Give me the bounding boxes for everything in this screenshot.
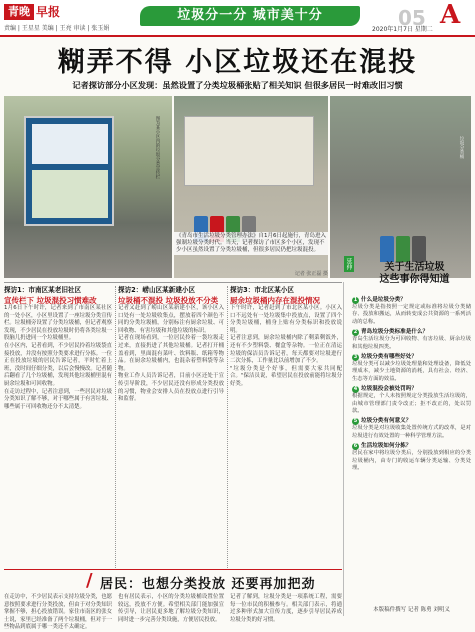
photo-caption: 《青岛市生活垃圾分类管理办法》自1月6日起施行，青岛进入强制垃圾分类时代。当天，记者探访了市区多个小区，发现不少小区虽然设置了分类垃圾桶，但很多居民仍把垃圾混投。 xyxy=(176,233,327,253)
lower-divider xyxy=(4,569,342,570)
faq-question: 青岛垃圾分类标准是什么？ xyxy=(361,329,429,336)
faq-question: 垃圾混投会被处罚吗？ xyxy=(361,386,417,393)
column-title: 厨余垃圾桶内存在混投情况 xyxy=(230,296,320,305)
photo-bulletin-board xyxy=(4,96,172,278)
faq-answer: 垃圾分类可以减少垃圾处理量和处理设备，降低处理成本，减少土地资源的消耗，具有社会、经济、生态等方面的效益。 xyxy=(352,361,471,382)
faq-item xyxy=(352,296,471,326)
column-kicker: 探访1：市南区某老旧社区 xyxy=(4,286,82,294)
photo-vertical-caption: 图为某小区内的垃圾分类宣传栏 xyxy=(155,116,160,179)
lower-body-3: 记者了解到，垃圾分类是一项系统工程，需要每一位市民的积极参与。相关部门表示，将通过多种形式加大宣传力度，逐步引导居民养成垃圾分类的好习惯。 xyxy=(230,594,342,623)
section-banner xyxy=(140,6,360,26)
faq-item xyxy=(352,328,471,351)
lower-section-header xyxy=(4,572,342,590)
page-subheadline: 记者探访部分小区发现：虽然设置了分类垃圾桶张贴了相关知识 但很多居民一时难改旧习惯 xyxy=(72,80,403,90)
article-column-3 xyxy=(230,286,342,389)
newspaper-logo xyxy=(4,4,76,20)
lower-body-2: 也有居民表示，小区的分类垃圾桶设置位置较远，投放不方便。希望相关部门能加强宣传引导，让居民更多地了解垃圾分类知识，同时进一步完善分类设施，方便居民投放。 xyxy=(118,594,224,623)
number-badge-icon: 5 xyxy=(353,418,358,425)
column-divider xyxy=(227,286,228,568)
column-body: 下午时许，记者赶到了市北区某小区。小区入口不远处有一处垃圾集中投放点，设置了四个分类垃圾桶，桶身上贴有分类标识和投放说明。 记者注意到，厨余垃圾桶内除了剩菜剩饭外，还有不少塑料袋、餐盒等杂物。一位正在清运垃圾的保洁员告诉记者，每天都要对垃圾进行二次分拣，工作量比以前增加了不少。 "垃圾分类是个好事，但需要大家共同配合。"保洁员说，希望居民在投放前能将垃圾分好类。 xyxy=(230,305,342,387)
faq-question: 垃圾分类有哪些好处？ xyxy=(361,354,417,361)
column-kicker: 探访2：崂山区某新建小区 xyxy=(118,286,196,294)
page-letter: A xyxy=(440,0,461,30)
page-number: 05 xyxy=(398,6,426,30)
faq-answer: 居民在家中将垃圾分类后，分别投放到相应的分类垃圾桶内，由专门的收运车辆分类运输、分类处理。 xyxy=(352,450,471,472)
issue-date: 2020年1月7日 星期二 xyxy=(372,26,433,33)
number-badge-icon: 4 xyxy=(353,386,358,393)
sidebar-label: 延伸 xyxy=(345,258,352,270)
header-divider xyxy=(0,35,475,37)
column-title: 垃圾桶不混投 垃圾投放不分类 xyxy=(118,296,219,305)
sidebar-title: 关于生活垃圾 这些事你得知道 xyxy=(379,262,450,285)
faq-item xyxy=(352,353,471,383)
number-badge-icon: 6 xyxy=(353,443,358,450)
editor-credits: 责编 | 王星星 美编 | 王亮 审读 | 张玉娟 xyxy=(4,25,110,32)
quote-mark-icon: / xyxy=(86,570,93,591)
faq-answer: 垃圾分类是对垃圾收集处置传统方式的改革，是对垃圾进行有效处置的一种科学管理方法。 xyxy=(352,425,471,439)
faq-answer: 垃圾分类是指按照一定规定或标准将垃圾分类储存、投放和搬运，从而转变成公共资源的一系列活动的总称。 xyxy=(352,304,471,325)
faq-answer: 青岛生活垃圾分为可回收物、有害垃圾、厨余垃圾和其他垃圾四类。 xyxy=(352,336,471,350)
faq-item xyxy=(352,442,471,472)
article-column-1 xyxy=(4,286,112,411)
photo-vertical-caption-2: 垃圾分类桶 xyxy=(459,136,464,159)
faq-question: 垃圾分类有何意义？ xyxy=(361,418,412,425)
section-banner-text: 垃圾分一分 城市美十分 xyxy=(177,8,323,23)
logo-box: 青晚 xyxy=(4,4,34,20)
faq-question: 生活垃圾如何分拣？ xyxy=(361,443,412,450)
column-kicker: 探访3：市北区某小区 xyxy=(230,286,294,294)
column-body: 记者又赶到了崂山区某新建小区，该小区入口处有一处垃圾收集点，摆放着四个颜色不同的分类垃圾桶，分别标注有厨余垃圾、可回收物、有害垃圾和其他垃圾的标识。 记者在现场看到，一位居民拎着一袋垃圾走过来，直接扔进了其他垃圾桶。记者打开桶盖看到，里面混有菜叶、饮料瓶、纸箱等物品。在厨余垃圾桶内，也混杂着塑料袋等杂物。 物业工作人员告诉记者，目前小区还处于宣传引导阶段，不少居民还没有形成分类投放的习惯，物业会安排人员在投放点进行引导和监督。 xyxy=(118,305,224,403)
number-badge-icon: 3 xyxy=(353,354,358,361)
bulletin-board xyxy=(24,116,114,226)
sidebar-credit: 本版稿件撰写 记者 陈勇 刘明义 xyxy=(373,607,450,613)
faq-item xyxy=(352,385,471,415)
logo-text: 早报 xyxy=(36,5,61,19)
photo-credit: 记者 张正磊 摄 xyxy=(294,271,328,277)
masthead xyxy=(0,0,475,36)
section-divider xyxy=(4,282,342,283)
faq-answer: 根据规定，个人未按照规定分类投放生活垃圾的，由城市管理部门责令改正；拒不改正的，处以罚款。 xyxy=(352,393,471,415)
number-badge-icon: 2 xyxy=(353,329,358,336)
page-headline: 糊弄不得 小区垃圾还在混投 xyxy=(57,47,418,78)
column-body: 1月6日下午时许，记者来到了市南区某社区的一处小区，小区里设置了一座垃圾分类宣传栏。垃圾桶旁设置了分类垃圾桶，但记者观察发现，不少居民在投放垃圾时仍将各类垃圾一股脑儿扔进同一个垃圾桶里。 在小区内，记者看到，不少居民拎着垃圾袋直接投放，并没有按照分类要求进行分拣。一位正在投放垃圾的居民告诉记者，平时忙着上班，没时间仔细分类，以后会慢慢改。记者随后翻看了几个垃圾桶，发现其他垃圾桶里混有厨余垃圾和可回收物。 在走访过程中，记者注意到，一些居民对垃圾分类知识了解不够，对于哪些属于有害垃圾、哪些属于可回收物还分不太清楚。 xyxy=(4,305,112,410)
article-column-2 xyxy=(118,286,224,404)
column-divider xyxy=(115,286,116,568)
faq-item xyxy=(352,417,471,440)
column-title: 宣传栏下 垃圾混投习惯难改 xyxy=(4,296,97,305)
sidebar-divider xyxy=(343,282,344,616)
faq-question: 什么是垃圾分类？ xyxy=(361,297,406,303)
sidebar-list xyxy=(352,294,471,473)
number-badge-icon: 1 xyxy=(353,297,358,303)
lower-body-1: 在走访中，不少居民表示支持垃圾分类，也愿意按照要求进行分类投放，但由于对分类知识掌握不够，担心投放错误。家住市南区的张女士说，家里已经准备了两个垃圾桶，但对于一些物品到底属于哪一类还不太确定。 xyxy=(4,594,112,631)
lower-section-title: 居民：也想分类投放 还要再加把劲 xyxy=(100,577,316,592)
sidebar-faq xyxy=(346,250,471,616)
